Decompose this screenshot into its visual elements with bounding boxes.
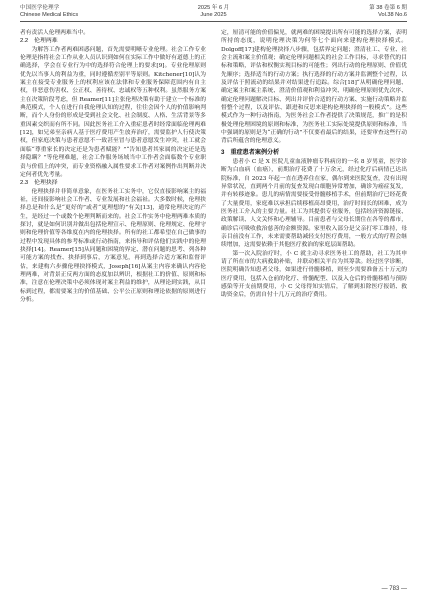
body-paragraph: 伦理抉择并非简单意象，在医务社工实务中，它仅直接影响案主的福祉，还间接影响社会工作者、专业发展和社会福祉。大多数时候，伦理抉择总是和什么是“更好的”或者“更理想的”有关[13]，通常伦理决定的产生，是经过一个或数个伦理判断而来的。社会工作实务中伦理两难本质的探讨，就是如何识别并做出包括伦理宣示、伦理原则、伦理规定、伦理守则和伦理价值等各维度在内的伦理抉择。所有的社工都希望在自己做事的过程中发现具体的参考标准或行动指南，来指导和评估他们实践中的伦理抉择[14]。Reamer[15]从同题和困境的界定、潜在问题的思考、列各种可能方案的找查、抉择到事后，方案意见，再到选择合适方案和监督评估，来建构六步骤伦理抉择模式，Joseph[16]从案主内容来确认内容伦理两难，对背景正反两方面的态度加以辨识，根据社工的价值、原则和标准，注意在伦理决策中必须体现对案主利益的维护，从理论到实践，从目标到过程，都需要案主的价值基础、公平公正原则和理论依据的原则进行分析。 <box>20 188 206 303</box>
header-journal-cn: 中国医学伦理学 <box>20 5 60 11</box>
body-paragraph: 者有责活人伦理两难当中。 <box>20 30 89 36</box>
header-volume-en: Vol.38 No.6 <box>378 12 407 19</box>
section-heading: 3 重症患者案例分析 <box>221 148 280 156</box>
body-paragraph: 患者小 C 是 X 医院儿童血液肿瘤专科病房的一名 8 岁男童，医学诊断为白血病（血癌），前期治疗花费了十万余元，经过化疗后病情已达出院标准，自 2023 年起一直在透养住在家，偶尔到来医院复查，没有出现异常状况，直到两个月前的复查发现白细胞异常增加，确诊为癌症复发，并有转移迹象。患儿的病情需要接受骨髓移植手术，但前期治疗已经花费了大量费用，家庭难以承担后续移植高昂费用，治疗时间长的困难，成为医务社工介入的主要力量。社工为其提供专业服务，包括经济资源链接、政策解读、人文关怀和心理辅导。目前患者与父母长期住在各等的都市，确诊后可吸收救治慈善的金额资源。家里收入部分是父亲打零工维持，母亲目前没有工作，未来需要帮助减轻支付医疗费用，一般方式的疗程会继续增加，这需要依赖于其他医疗救治的家庭层面帮助。 <box>221 158 407 249</box>
header-journal-en: Chinese Medical Ethics <box>20 12 79 19</box>
header-volume-cn: 第 38 卷第 6 期 <box>369 5 407 11</box>
header-date-cn: 2025 年 6 月 <box>197 5 230 11</box>
header-divider <box>20 21 407 22</box>
right-column <box>221 29 407 577</box>
header-volume <box>369 5 407 20</box>
running-header <box>20 4 407 26</box>
body-paragraph: 第一次入院治疗时，小 C 就主动寻求医务社工的帮助，社工为其申请了所在市的大病救助补贴，并联动相关平台为其筹款。经过医学诊断，医院明确告知患者父母，如果进行骨髓移植，则至少需要准备五十万元的医疗费用，包括入仓前的化疗、骨髓配型、以及入仓后的骨髓移植与预防感染等开支前期费用，小 C 父母得知实情后，了解到扣除医疗报销、救助资金后，仍需自付十几万元的治疗费用。 <box>221 250 407 299</box>
body-paragraph: 为解答工作者两难困惑问题，首先需要明晰专业伦理。社会工作专业伦理是指将社会工作从业人员认识到如何在实际工作中做好有道德上的正确选择，学会在专业行为中的选择符合伦理上的要求[9]。专业伦理原则优先以当事人的利益为重，同时遵循差别平等原则。Kitchener[10]认为案主在接受专业服务上的权利应该在法律和专业服务保障范围内有自主权，非恶意伤害权、公正权、善待权、忠诚权等五种权利。虽然服务方案主在决策阶段考虑，但 Reamer[11]主张伦理决策有助于建立一个标准的典范模式，个人在进行自我伦理认知的过程，往往会因个人的价值影响判断，而个人身份的形成是受到社会文化、社会制度、人格、生活背景等多重因素交织而有所不同。因此医务社工介入重症患者时经常面临伦理两难[12]，如兄弟至亲病人基于医疗费用产生放弃治疗，需要监护人行使决策权，但家庭决策与患者意愿不一致甚至冒与患者意愿发生冲突，社工就会面临“尊重家长的决定还是为患者赋能？”“告知患者其家属的决定还是选择隐瞒？”等伦理难题，社会工作服务场域当中工作者会面临数个专业职责与价值上的冲突，而专业资格融入属性要求工作者对案例作出判断并决定何者优先考量。 <box>20 46 206 178</box>
subsection-heading: 2.3 伦理抉择 <box>20 180 58 187</box>
header-date <box>20 5 407 20</box>
subsection-heading: 2.2 伦理两难 <box>20 38 58 45</box>
page-number: — 783 — <box>381 586 407 592</box>
left-column <box>20 29 206 577</box>
header-date-en: June 2025 <box>200 12 227 19</box>
body-paragraph: 定，厘清可能的价值偏见，就两难的困境提出所有可能的选择方案，表明所持的态度，说明伦理决策为何等七个面向来建构伦理抉择模式。Dolgoff[17]建构伦理抉择八步骤，包括界定问题；澄清社工、专业、社会主流和案主价值观；确定伦理问题相关的社会工作目标，寻求替代的目标和策略，评估和权衡实现目标的可能性；列出行动的伦理原则、价值优先顺序；选择适当的行动方案；执行选择的行动方案并监测整个过程，以及评估于照流动的结果并对结果进行追踪。综合[18]“从明确伦理问题、确定案主和案主系统、澄清价值观和利益冲突、明确伦理原则优先次序、确定伦理问题解决目标、列出并评价合适的行动方案、实施行动策略并监督整个过程，以及评估、跟进和反思来建构伦理抉择的一般模式”。这些模式作为一种行动指南，为医务社会工作者提供了决策规范，推广的是积极处理伦理困境的原则和标准，为医务社工实际处境提供原则和标准，当中强调的原则是为“正确的行动”不仅要看最后的结果，还要审查这些行动背后所蕴含的伦理意义。 <box>221 30 407 145</box>
